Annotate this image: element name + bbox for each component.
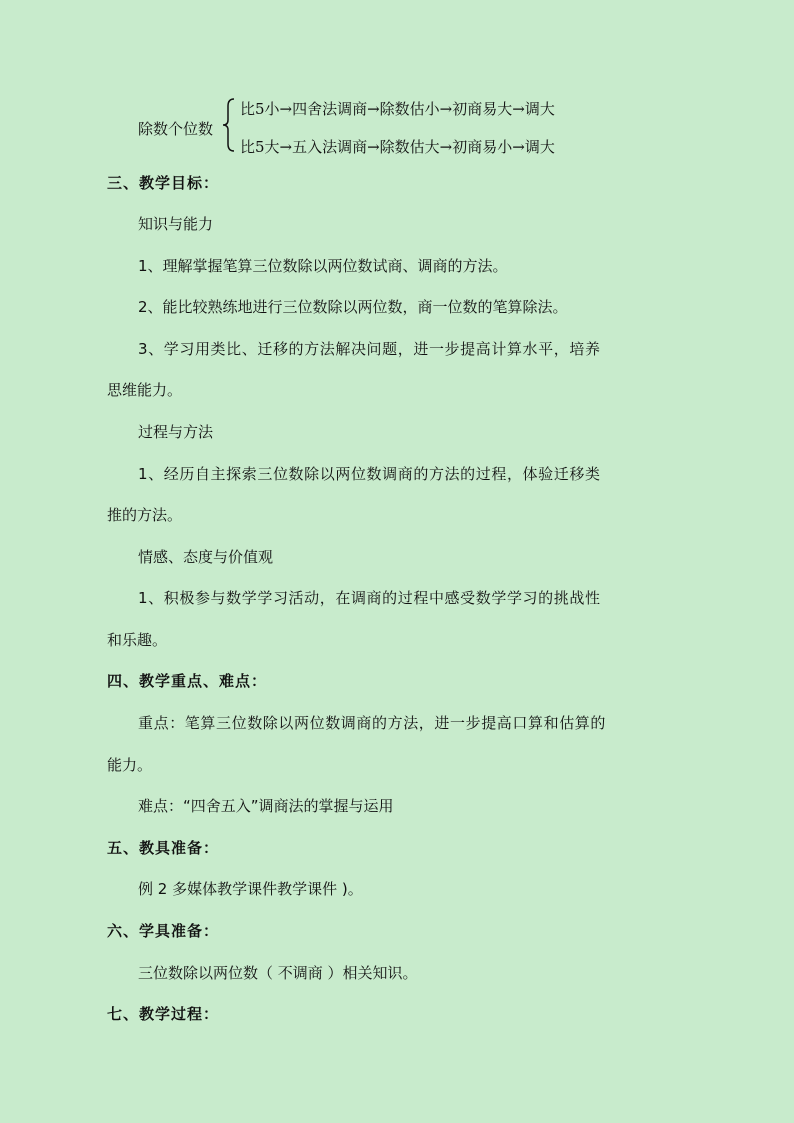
subheading-attitude: 情感、态度与价值观 [138,548,274,566]
goal-item-3-cont: 思维能力。 [107,381,183,399]
key-point-cont: 能力。 [107,756,153,774]
subheading-process: 过程与方法 [138,423,214,441]
section-heading-goals: 三、教学目标： [107,174,220,192]
diagram-branch-greater-than-5: 比5大→五入法调商→除数估大→初商易小→调大 [240,138,555,156]
student-aids-text: 三位数除以两位数（ 不调商 ）相关知识。 [138,964,418,982]
attitude-item-1: 1、积极参与数学学习活动，在调商的过程中感受数学学习的挑战性 [138,589,601,607]
teaching-aids-text: 例 2 多媒体教学课件教学课件 )。 [138,880,363,898]
key-point: 重点：笔算三位数除以两位数调商的方法，进一步提高口算和估算的 [138,714,607,732]
section-heading-key-points: 四、教学重点、难点： [107,672,268,690]
brace-icon [222,98,236,152]
diagram-root-label: 除数个位数 [138,120,214,138]
section-heading-teaching-aids: 五、教具准备： [107,839,220,857]
difficult-point: 难点：“四舍五入”调商法的掌握与运用 [138,797,394,815]
diagram-branch-less-than-5: 比5小→四舍法调商→除数估小→初商易大→调大 [240,100,555,118]
trial-quotient-diagram [138,96,608,160]
attitude-item-1-cont: 和乐趣。 [107,631,168,649]
subheading-knowledge: 知识与能力 [138,215,214,233]
process-item-1: 1、经历自主探索三位数除以两位数调商的方法的过程，体验迁移类 [138,465,601,483]
process-item-1-cont: 推的方法。 [107,506,183,524]
section-heading-process: 七、教学过程： [107,1005,220,1023]
goal-item-3: 3、学习用类比、迁移的方法解决问题，进一步提高计算水平，培养 [138,340,601,358]
goal-item-2: 2、能比较熟练地进行三位数除以两位数，商一位数的笔算除法。 [138,298,568,316]
section-heading-student-aids: 六、学具准备： [107,922,220,940]
goal-item-1: 1、理解掌握笔算三位数除以两位数试商、调商的方法。 [138,257,508,275]
